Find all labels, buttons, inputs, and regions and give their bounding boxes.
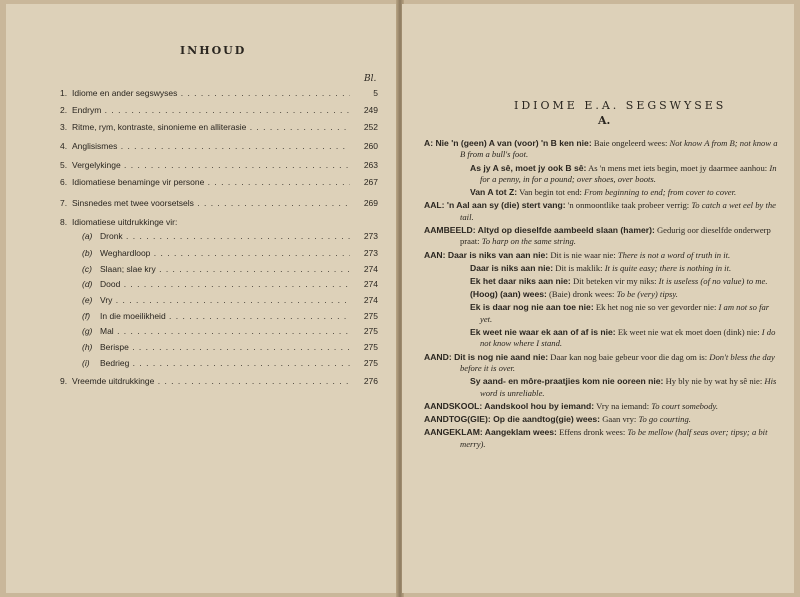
toc-row [60,88,378,102]
dictionary-entry [424,414,780,425]
section-letter: A. [598,114,611,127]
entry-translation: I do not know where I stand. [480,327,776,349]
entry-translation: Not know A from B; not know a B from a bull's foot. [460,138,778,160]
entry-definition: Ek weet nie wat ek moet doen (dink) nie: [617,327,760,338]
toc-text: Vreemde uitdrukkinge . . . [72,376,350,386]
toc-page-number: 274 [363,295,378,305]
toc-letter: (f) [82,311,91,321]
entry-headword: Van A tot Z: [470,187,518,198]
entry-translation: To catch a wet eel by the tail. [460,200,776,222]
dictionary-title: IDIOME E.A. SEGSWYSES [514,99,727,112]
toc-number: 3. [60,122,68,132]
toc-title: INHOUD [180,44,247,57]
toc-row [60,141,378,155]
toc-row [60,217,378,231]
dictionary-entry [424,427,780,450]
toc-letter: (i) [82,358,90,368]
toc-text: In die moeilikheid . . . [100,311,350,321]
toc-page-number: 276 [363,376,378,386]
toc-letter: (a) [82,231,93,241]
entry-definition: As 'n mens met iets begin, moet jy daarmee aanhou: [588,162,768,173]
entry-headword: AANGEKLAM: Aangeklam wees: [424,427,557,438]
entry-translation: His word is unreliable. [480,376,777,398]
toc-row [60,279,378,293]
entry-definition: Vry na iemand: [596,400,650,411]
toc-page-number: 275 [363,342,378,352]
toc-row [60,231,378,245]
entry-definition: (Baie) dronk wees: [549,289,615,300]
toc-number: 8. [60,217,68,227]
entry-translation: To be mellow (half seas over; tipsy; a bit merry). [460,427,768,449]
entry-definition: Dit is maklik: [555,262,603,273]
toc-letter: (g) [82,326,93,336]
toc-page-number: 252 [363,122,378,132]
toc-row [60,295,378,309]
page-column-label: Bl. [364,74,377,84]
toc-text: Vry . . . [100,295,350,305]
toc-row [60,311,378,325]
right-page [402,4,794,593]
entry-translation: From beginning to end; from cover to cover. [584,187,737,198]
entry-definition: Baie ongeleerd wees: [593,138,668,148]
entry-definition: Daar kan nog baie gebeur voor die dag om is: [550,351,708,362]
toc-row [60,198,378,212]
toc-text: Endrym . . . [72,105,350,115]
toc-text: Mal . . . [100,326,350,336]
dictionary-entry [424,327,780,350]
toc-row [60,122,378,136]
toc-page-number: 260 [363,141,378,151]
toc-number: 7. [60,198,68,208]
dictionary-entry [424,276,780,287]
entry-headword: Sy aand- en môre-praatjies kom nie ooreen nie: [470,376,664,387]
toc-text: Vergelykinge . . . [72,160,350,170]
entry-headword: A: Nie 'n (geen) A van (voor) 'n B ken nie: [424,138,592,148]
entry-headword: Ek weet nie waar ek aan of af is nie: [470,327,616,338]
toc-page-number: 274 [363,264,378,274]
dictionary-entry [424,250,780,261]
toc-row [60,248,378,262]
toc-letter: (h) [82,342,93,352]
toc-page-number: 249 [363,105,378,115]
toc-number: 2. [60,105,68,115]
toc-number: 6. [60,177,68,187]
toc-page-number: 275 [363,326,378,336]
toc-text: Bedrieg . . . [100,358,350,368]
entry-definition: Gaan vry: [602,414,637,425]
entry-headword: AAMBEELD: Altyd op dieselfde aambeeld slaan (hamer): [424,225,655,236]
toc-page-number: 275 [363,358,378,368]
dictionary-entry [424,187,780,198]
entry-definition: Gedurig oor dieselfde onderwerp praat: [460,225,771,247]
toc-text: Slaan; slae kry . . . [100,264,350,274]
toc-row [60,326,378,340]
toc-row [60,105,378,119]
toc-row [60,342,378,356]
dictionary-entry [424,200,780,223]
entry-definition: Ek het nog nie so ver gevorder nie: [595,302,717,313]
toc-text: Berispe . . . [100,342,350,352]
toc-number: 1. [60,88,68,98]
entry-headword: (Hoog) (aan) wees: [470,289,547,300]
dictionary-entry [424,289,780,300]
toc-text: Sinsnedes met twee voorsetsels . . . [72,198,350,208]
left-page [6,4,398,593]
dictionary-entry [424,225,780,248]
toc-text: Idiome en ander segswyses . . . [72,88,350,98]
toc-letter: (b) [82,248,93,258]
toc-text: Anglisismes . . . [72,141,350,151]
toc-text: Idiomatiese benaminge vir persone . . . [72,177,350,187]
toc-text: Weghardloop . . . [100,248,350,258]
toc-row [60,177,378,191]
toc-text: Idiomatiese uitdrukkinge vir: [72,217,178,227]
toc-page-number: 273 [363,248,378,258]
entry-headword: AAL: 'n Aal aan sy (die) stert vang: [424,200,566,211]
toc-row [60,376,378,390]
entry-translation: It is quite easy; there is nothing in it. [604,262,732,273]
dictionary-entry [424,401,780,412]
entry-definition: Effens dronk wees: [559,427,626,438]
dictionary-entry [424,376,780,399]
toc-row [60,160,378,174]
toc-page-number: 269 [363,198,378,208]
toc-letter: (e) [82,295,93,305]
toc-row [60,358,378,372]
entry-definition: Hy bly nie by wat hy sê nie: [665,376,763,387]
entry-headword: Ek is daar nog nie aan toe nie: [470,302,594,313]
toc-number: 4. [60,141,68,151]
toc-page-number: 274 [363,279,378,289]
entry-translation: To court somebody. [651,400,719,411]
toc-page-number: 5 [373,88,378,98]
toc-page-number: 263 [363,160,378,170]
entry-translation: To harp on the same string. [481,236,576,247]
toc-page-number: 273 [363,231,378,241]
dictionary-entry [424,352,780,375]
entry-headword: AAN: Daar is niks van aan nie: [424,249,549,260]
entry-translation: Don't bless the day before it is over. [460,351,775,374]
entry-headword: As jy A sê, moet jy ook B sê: [470,162,587,173]
dictionary-entry [424,138,780,161]
toc-page-number: 275 [363,311,378,321]
entry-definition: Van begin tot end: [519,187,582,198]
entry-translation: There is not a word of truth in it. [617,249,731,260]
toc-number: 5. [60,160,68,170]
entry-translation: To be (very) tipsy. [616,289,678,300]
entry-headword: AAND: Dit is nog nie aand nie: [424,351,549,362]
dictionary-entries [424,138,780,452]
toc-text: Dood . . . [100,279,350,289]
entry-definition: 'n onmoontlike taak probeer verrig: [567,200,690,211]
toc-text: Ritme, rym, kontraste, sinonieme en alliterasie . . . [72,122,350,132]
dictionary-entry [424,263,780,274]
entry-headword: AANDSKOOL: Aandskool hou by iemand: [424,400,595,411]
entry-translation: In for a penny, in for a pound; over shoes, over boots. [480,162,777,185]
entry-headword: Ek het daar niks aan nie: [470,276,571,287]
entry-translation: I am not so far yet. [480,302,770,324]
dictionary-entry [424,302,780,325]
toc-row [60,264,378,278]
entry-headword: Daar is niks aan nie: [470,262,554,273]
entry-definition: Dit beteken vir my niks: [572,276,657,287]
toc-page-number: 267 [363,177,378,187]
toc-text: Dronk . . . [100,231,350,241]
toc-letter: (c) [82,264,92,274]
toc-number: 9. [60,376,68,386]
entry-translation: It is useless (of no value) to me. [658,276,768,287]
dictionary-entry [424,163,780,186]
toc-letter: (d) [82,279,93,289]
entry-headword: AANDTOG(GIE): Op die aandtog(gie) wees: [424,414,601,425]
entry-definition: Dit is nie waar nie: [550,249,616,260]
entry-translation: To go courting. [638,414,691,425]
